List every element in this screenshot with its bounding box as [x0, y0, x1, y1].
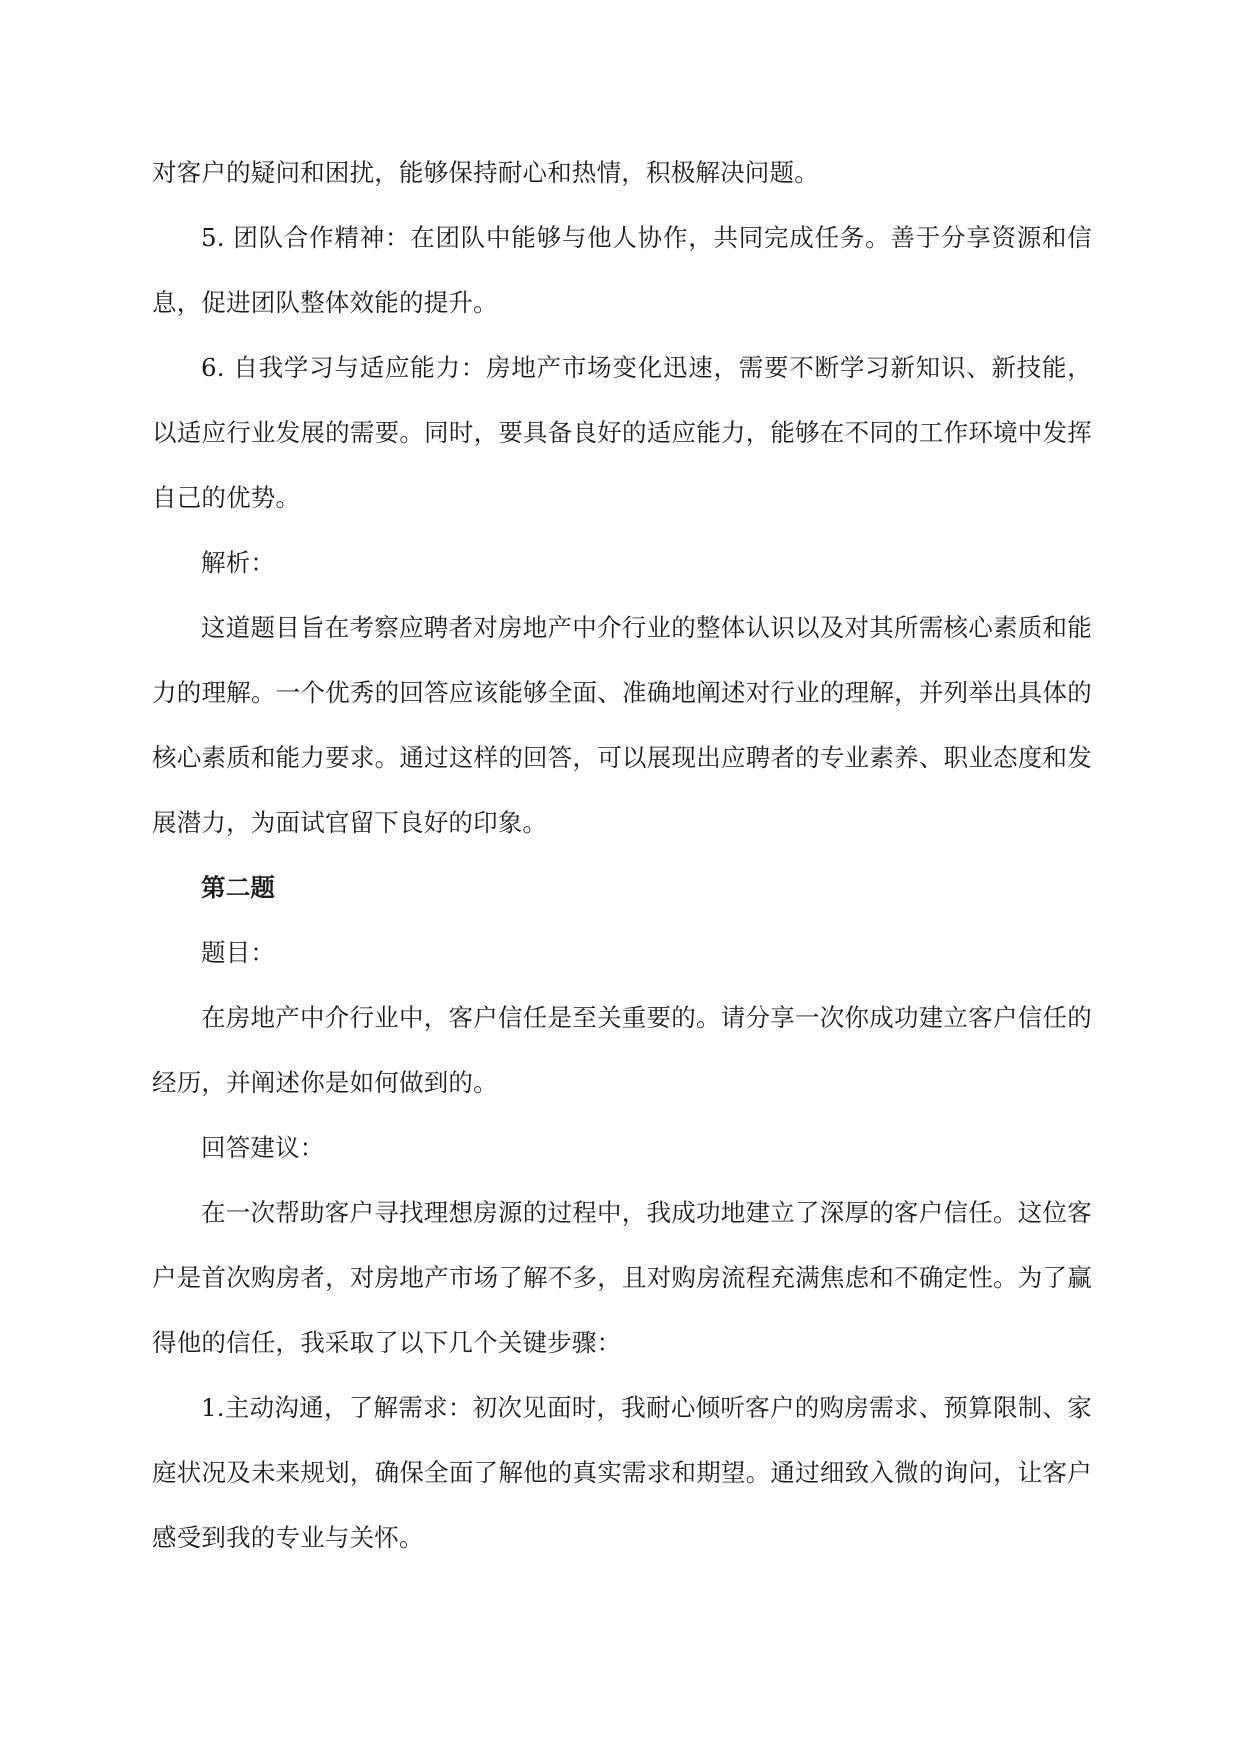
question-label: 题目：	[201, 938, 276, 967]
list-item-communication: 1.主动沟通，了解需求：初次见面时，我耐心倾听客户的购房需求、预算限制、家庭状况及未来规划，确保全面了解他的真实需求和期望。通过细致入微的询问，让客户感受到我的专业与关怀。	[152, 1393, 1092, 1552]
answer-label: 回答建议：	[201, 1133, 325, 1162]
question-paragraph: 在房地产中介行业中，客户信任是至关重要的。请分享一次你成功建立客户信任的经历，并阐述你是如何做到的。	[152, 1003, 1092, 1097]
list-item-self-learning: 6. 自我学习与适应能力：房地产市场变化迅速，需要不断学习新知识、新技能，以适应行业发展的需要。同时，要具备良好的适应能力，能够在不同的工作环境中发挥自己的优势。	[152, 353, 1092, 512]
analysis-paragraph: 这道题目旨在考察应聘者对房地产中介行业的整体认识以及对其所需核心素质和能力的理解。一个优秀的回答应该能够全面、准确地阐述对行业的理解，并列举出具体的核心素质和能力要求。通过这样的回答，可以展现出应聘者的专业素养、职业态度和发展潜力，为面试官留下良好的印象。	[152, 613, 1092, 837]
document-page	[152, 140, 1092, 1570]
answer-paragraph: 在一次帮助客户寻找理想房源的过程中，我成功地建立了深厚的客户信任。这位客户是首次购房者，对房地产市场了解不多，且对购房流程充满焦虑和不确定性。为了赢得他的信任，我采取了以下几个关键步骤：	[152, 1198, 1092, 1357]
continued-paragraph: 对客户的疑问和困扰，能够保持耐心和热情，积极解决问题。	[152, 158, 819, 187]
list-item-teamwork: 5. 团队合作精神：在团队中能够与他人协作，共同完成任务。善于分享资源和信息，促进团队整体效能的提升。	[152, 223, 1092, 317]
analysis-label: 解析：	[201, 548, 276, 577]
section-heading: 第二题	[201, 873, 276, 902]
